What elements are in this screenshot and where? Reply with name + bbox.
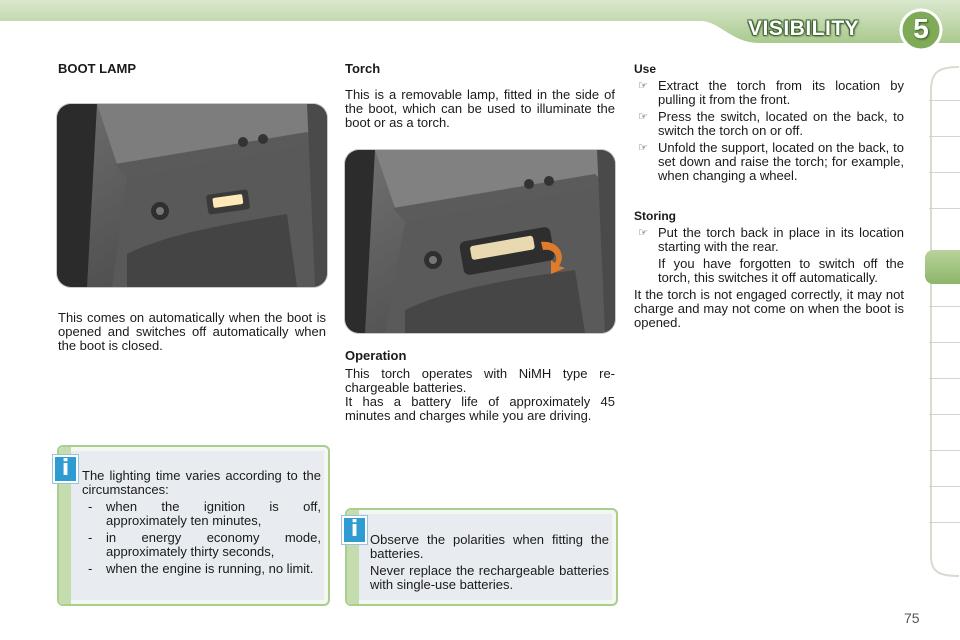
use-item-text: Extract the torch from its location by pulling it from the front. — [658, 78, 904, 107]
torch-photo — [345, 150, 615, 333]
side-tab[interactable] — [929, 172, 960, 173]
chapter-side-tabs — [925, 66, 960, 578]
storing-heading: Storing — [634, 209, 676, 223]
info-text-batteries: Never replace the rechargeable batteries with single-use batteries. — [370, 563, 609, 592]
chapter-title: VISIBILITY — [748, 17, 860, 40]
operation-heading: Operation — [345, 348, 407, 363]
boot-lamp-heading: BOOT LAMP — [58, 61, 136, 76]
info-text-polarities: Observe the polarities when fitting the batteries. — [370, 532, 609, 561]
pointing-hand-icon: ☞ — [638, 142, 648, 154]
storing-note: If you have forgotten to switch off the torch, this switches it off automatically. — [658, 256, 904, 285]
torch-intro: This is a removable lamp, fitted in the side of the boot, which can be used to illuminate the boot or as a torch. — [345, 87, 615, 130]
side-tab[interactable] — [929, 522, 960, 523]
torch-info-text — [370, 533, 609, 592]
storing-item-text: Put the torch back in place in its location starting with the rear. — [658, 225, 904, 254]
use-heading: Use — [634, 62, 657, 76]
info-icon: i — [53, 455, 78, 483]
right-column — [634, 62, 904, 330]
closing-note: It the torch is not engaged correctly, it may not charge and may not come on when the boot is opened. — [634, 287, 904, 330]
info-list-item — [82, 500, 321, 528]
info-list-item — [82, 562, 321, 576]
pointing-hand-icon: ☞ — [638, 227, 648, 239]
use-list-item — [634, 141, 904, 183]
operation-text-1: This torch operates with NiMH type re-chargeable batteries. — [345, 366, 615, 395]
info-icon: i — [342, 516, 367, 544]
torch-heading: Torch — [345, 61, 381, 76]
operation-text-2: It has a battery life of approximately 45 minutes and charges while you are driving. — [345, 394, 615, 423]
side-tab[interactable] — [929, 136, 960, 137]
boot-interior-illustration — [57, 104, 327, 287]
boot-lamp-photo — [57, 104, 327, 287]
side-tab[interactable] — [929, 486, 960, 487]
side-tab[interactable] — [929, 306, 960, 307]
pointing-hand-icon: ☞ — [638, 80, 648, 92]
dash-marker: - — [88, 530, 93, 545]
boot-lamp-description: This comes on automatically when the boot is opened and switches off automatically when the boot is closed. — [58, 310, 326, 353]
boot-lamp-info-text — [82, 469, 321, 576]
side-tab[interactable] — [929, 450, 960, 451]
pointing-hand-icon: ☞ — [638, 111, 648, 123]
side-tab[interactable] — [929, 414, 960, 415]
use-item-text: Unfold the support, located on the back, to set down and raise the torch; for example, when changing a wheel. — [658, 140, 904, 183]
side-tab[interactable] — [929, 100, 960, 101]
use-list-item — [634, 110, 904, 138]
torch-illustration — [345, 150, 615, 333]
side-tab[interactable] — [929, 208, 960, 209]
use-list-item — [634, 79, 904, 107]
dash-marker: - — [88, 499, 93, 514]
info-item-text: in energy economy mode, approximately thirty seconds, — [106, 530, 321, 559]
info-item-text: when the engine is running, no limit. — [106, 561, 314, 576]
chapter-header — [0, 0, 960, 58]
info-item-text: when the ignition is off, approximately ten minutes, — [106, 499, 321, 528]
side-tab[interactable] — [929, 378, 960, 379]
info-intro: The lighting time varies according to the circumstances: — [82, 468, 321, 497]
dash-marker: - — [88, 561, 93, 576]
storing-list-item — [634, 226, 904, 254]
info-list-item — [82, 531, 321, 559]
side-tab[interactable] — [929, 342, 960, 343]
side-tab-active[interactable] — [925, 250, 960, 284]
chapter-number: 5 — [913, 13, 929, 44]
page-number: 75 — [904, 610, 920, 626]
side-tabs-outline — [925, 66, 960, 578]
use-item-text: Press the switch, located on the back, to switch the torch on or off. — [658, 109, 904, 138]
